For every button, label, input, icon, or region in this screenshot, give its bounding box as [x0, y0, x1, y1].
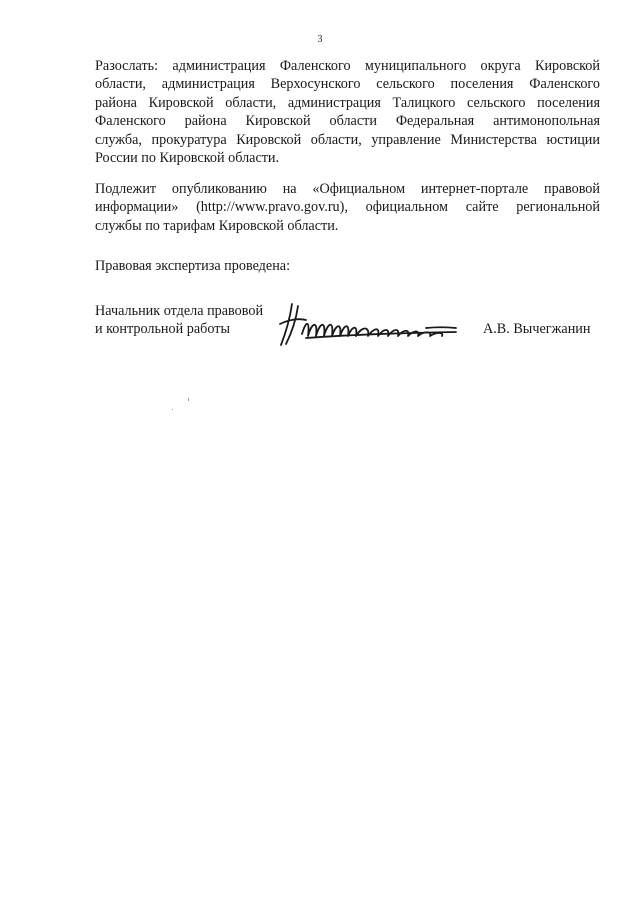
signatory-position-line: Начальник отдела правовой	[95, 303, 264, 319]
expertise-text: Правовая экспертиза проведена:	[95, 258, 291, 274]
scan-speck	[172, 409, 173, 410]
publication-line: службы по тарифам Кировской области.	[95, 217, 339, 234]
signatory-position-line: и контрольной работы	[95, 321, 230, 338]
signatory-name: А.В. Вычегжанин	[483, 321, 591, 337]
distribution-line: служба, прокуратура Кировской области, управление Министерства юстиции	[95, 131, 600, 148]
distribution-line: района Кировской области, администрация Талицкого сельского поселения	[95, 94, 600, 111]
page-number: 3	[317, 34, 323, 45]
distribution-line: Фаленского района Кировской области Федеральная антимонопольная	[95, 113, 600, 130]
publication-line: информации» (http://www.pravo.gov.ru), официальном сайте региональной	[95, 199, 600, 216]
distribution-line: Разослать: администрация Фаленского муниципального округа Кировской	[95, 58, 600, 74]
legal-expertise-statement	[95, 257, 600, 275]
scan-speck	[188, 398, 189, 401]
distribution-line: области, администрация Верхосунского сельского поселения Фаленского	[95, 76, 600, 93]
distribution-list-paragraph	[95, 57, 600, 167]
publication-paragraph	[95, 180, 600, 235]
publication-line: Подлежит опубликованию на «Официальном интернет-портале правовой	[95, 181, 600, 197]
handwritten-signature	[276, 298, 461, 348]
distribution-line: России по Кировской области.	[95, 150, 280, 167]
signatory-position	[95, 302, 263, 339]
